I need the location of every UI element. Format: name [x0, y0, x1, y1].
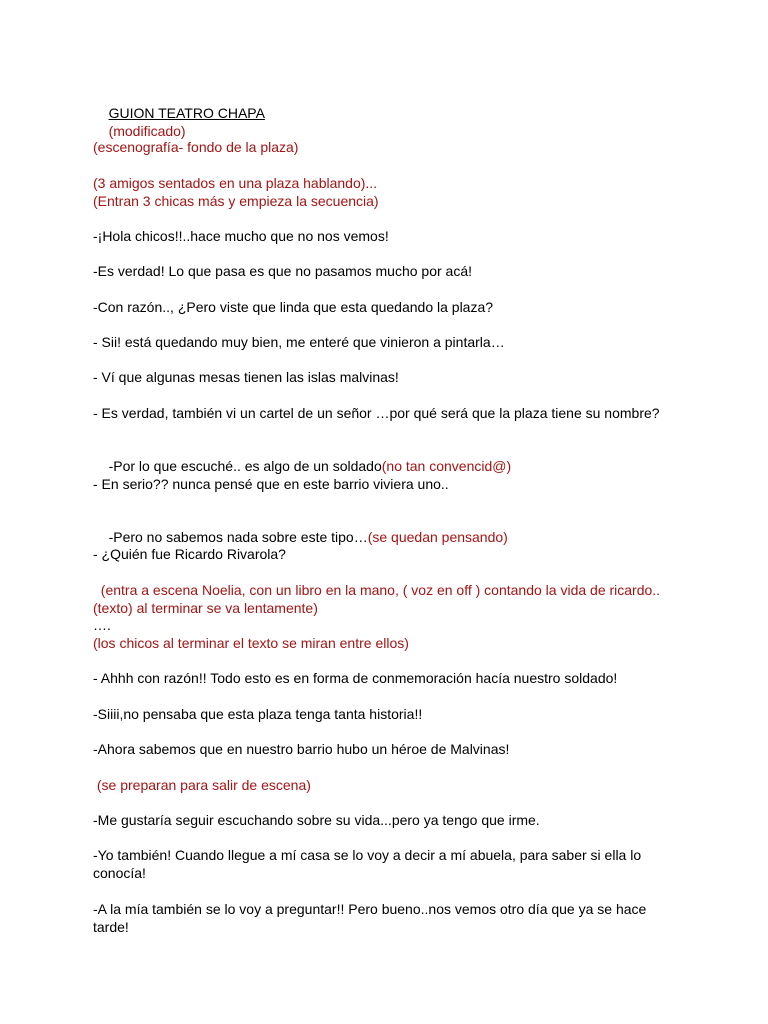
dialogue-line-4: - Sii! está quedando muy bien, me enteré que vinieron a pintarla… [93, 334, 505, 350]
dialogue-line-14: -Me gustaría seguir escuchando sobre su vida...pero ya tengo que irme. [93, 812, 540, 828]
dialogue-line-1: -¡Hola chicos!!..hace mucho que no nos vemos! [93, 228, 389, 244]
dialogue-line-9-note: (se quedan pensando) [367, 529, 508, 545]
stage-direction-scenography: (escenografía- fondo de la plaza) [93, 139, 299, 155]
dialogue-line-15: -Yo también! Cuando llegue a mí casa se lo voy a decir a mí abuela, para saber si ella lo conocía! [93, 847, 646, 881]
stage-direction-1a: (3 amigos sentados en una plaza hablando)... [93, 175, 378, 191]
dialogue-line-16: -A la mía también se lo voy a preguntar!! Pero bueno..nos vemos otro día que ya se hace tarde! [93, 901, 651, 935]
dialogue-line-11: - Ahhh con razón!! Todo esto es en forma de conmemoración hacía nuestro soldado! [93, 670, 618, 686]
dialogue-line-3: -Con razón.., ¿Pero viste que linda que esta quedando la plaza? [93, 299, 494, 315]
script-title: GUION TEATRO CHAPA [108, 105, 265, 121]
stage-direction-3: (los chicos al terminar el texto se miran entre ellos) [93, 635, 409, 651]
ellipsis-line: …. [93, 617, 111, 633]
dialogue-line-6: - Es verdad, también vi un cartel de un señor …por qué será que la plaza tiene su nombre? [93, 405, 660, 421]
dialogue-line-9-text: -Pero no sabemos nada sobre este tipo… [108, 529, 368, 545]
stage-direction-2b: (texto) al terminar se va lentamente) [93, 600, 318, 616]
dialogue-line-13: -Ahora sabemos que en nuestro barrio hubo un héroe de Malvinas! [93, 741, 510, 757]
dialogue-line-7-note: (no tan convencid@) [381, 458, 512, 474]
stage-direction-1b: (Entran 3 chicas más y empieza la secuencia) [93, 193, 379, 209]
dialogue-line-7-text: -Por lo que escuché.. es algo de un soldado [108, 458, 382, 474]
dialogue-line-2: -Es verdad! Lo que pasa es que no pasamos mucho por acá! [93, 263, 473, 279]
stage-direction-2a: (entra a escena Noelia, con un libro en la mano, ( voz en off ) contando la vida de ricardo.. [93, 582, 661, 598]
dialogue-line-12: -Siiii,no pensaba que esta plaza tenga tanta historia!! [93, 706, 423, 722]
dialogue-line-10: - ¿Quién fue Ricardo Rivarola? [93, 546, 286, 562]
stage-direction-4: (se preparan para salir de escena) [93, 777, 311, 793]
script-title-note: (modificado) [108, 123, 186, 139]
dialogue-line-5: - Ví que algunas mesas tienen las islas malvinas! [93, 369, 399, 385]
dialogue-line-8: - En serio?? nunca pensé que en este barrio viviera uno.. [93, 476, 449, 492]
